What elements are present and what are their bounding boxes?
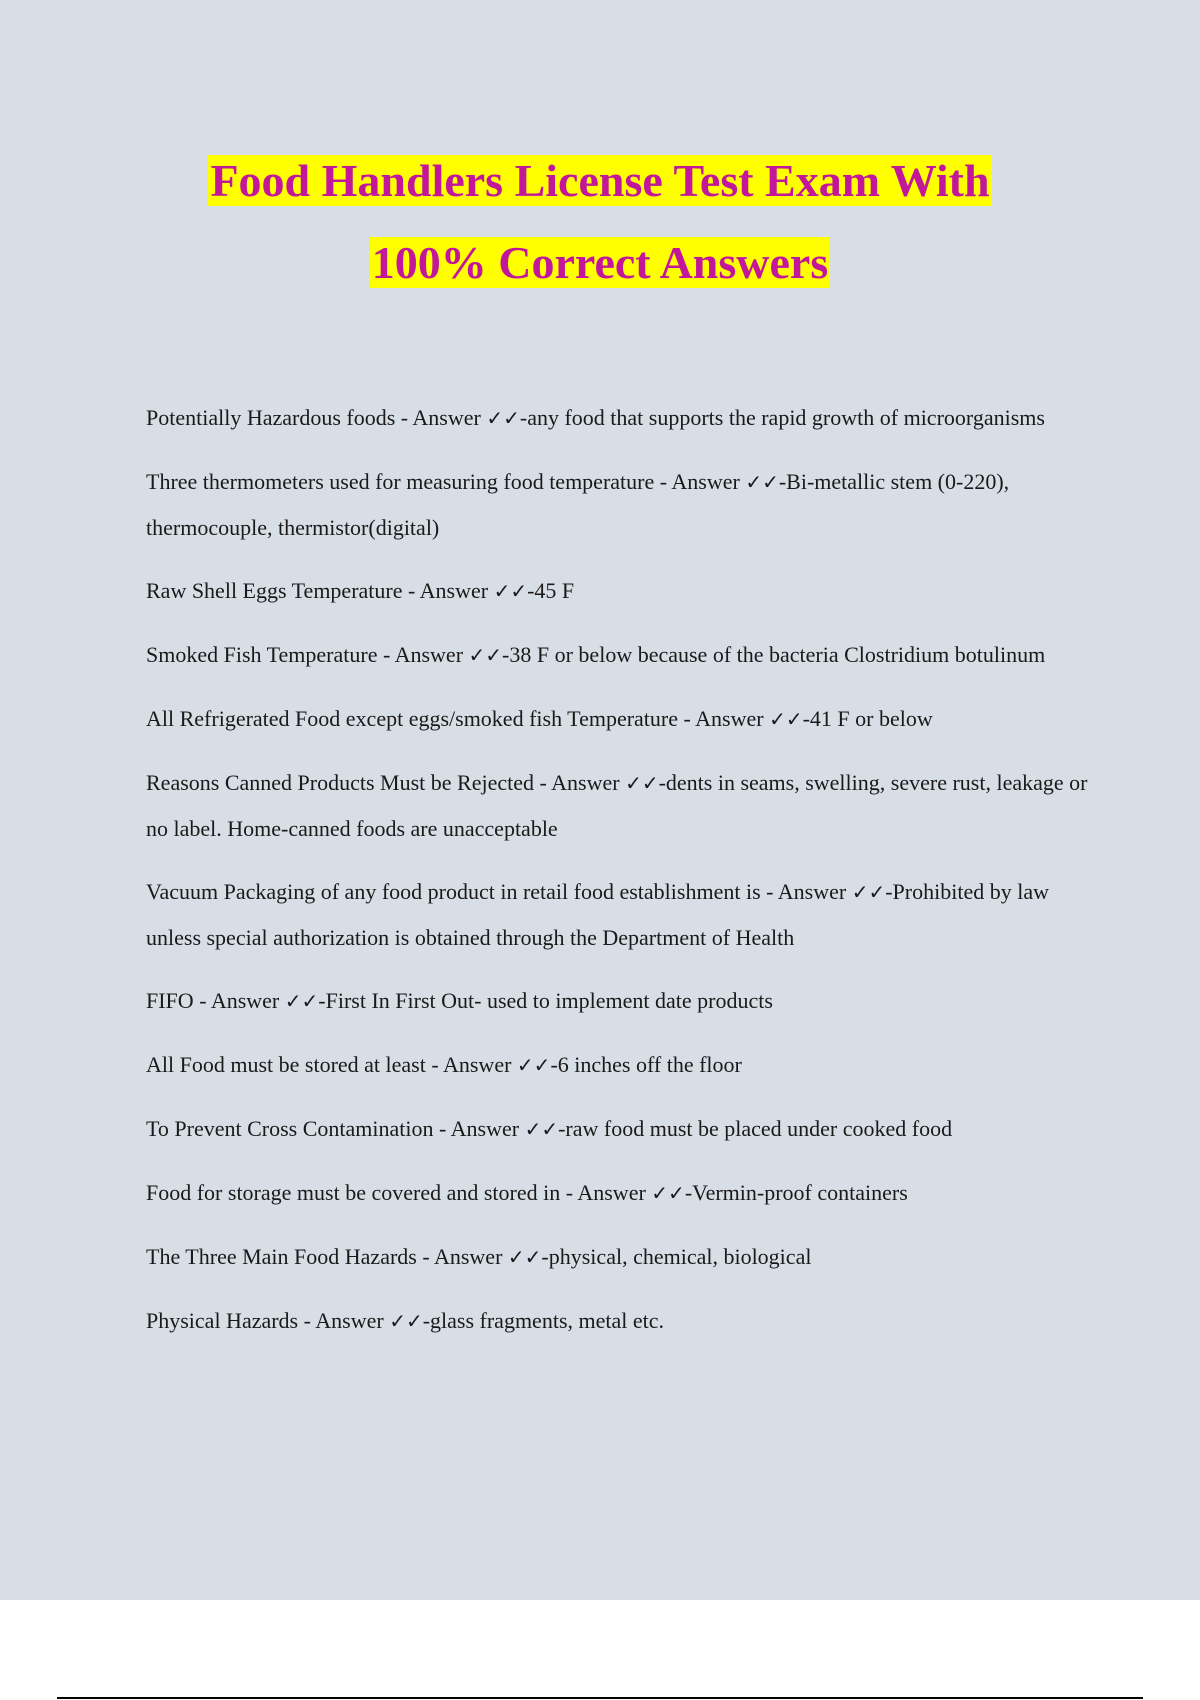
answer-text: First In First Out- used to implement date products	[325, 988, 773, 1013]
double-check-icon: ✓✓	[507, 1245, 542, 1269]
question-text: Potentially Hazardous foods	[146, 405, 396, 430]
qa-item: Vacuum Packaging of any food product in retail food establishment is - Answer ✓✓-Prohibited by law unless special authorization is obtained through the Department of Health	[146, 879, 1049, 950]
double-check-icon: ✓✓	[851, 880, 886, 904]
question-text: The Three Main Food Hazards	[146, 1244, 417, 1269]
double-check-icon: ✓✓	[516, 1053, 551, 1077]
double-check-icon: ✓✓	[486, 406, 520, 430]
qa-item: Physical Hazards - Answer ✓✓-glass fragments, metal etc.	[146, 1308, 665, 1333]
qa-item: The Three Main Food Hazards - Answer ✓✓-physical, chemical, biological	[146, 1244, 812, 1269]
answer-label: Answer	[695, 706, 764, 731]
answer-text: Vermin-proof containers	[692, 1180, 908, 1205]
answer-text: physical, chemical, biological	[548, 1244, 812, 1269]
answer-text: 41 F or below	[809, 706, 933, 731]
footer-divider	[57, 1697, 1143, 1699]
question-text: Three thermometers used for measuring food temperature	[146, 469, 655, 494]
qa-item: All Food must be stored at least - Answer ✓✓-6 inches off the floor	[146, 1052, 742, 1077]
answer-text: 45 F	[534, 578, 575, 603]
title-line-2: 100% Correct Answers	[371, 237, 829, 288]
question-text: Physical Hazards	[146, 1308, 299, 1333]
answer-label: Answer	[210, 988, 280, 1013]
answer-label: Answer	[315, 1308, 384, 1333]
answer-label: Answer	[412, 405, 481, 430]
double-check-icon: ✓✓	[524, 1117, 559, 1141]
answer-text: glass fragments, metal etc.	[430, 1308, 665, 1333]
answer-text: dents in seams, swelling, severe rust, leakage or no label. Home-canned foods are unacceptable	[146, 770, 1088, 841]
answer-label: Answer	[777, 879, 847, 904]
answer-text: Prohibited by law unless special authorization is obtained through the Department of Health	[146, 879, 1049, 950]
question-text: Food for storage must be covered and stored in	[146, 1180, 561, 1205]
qa-item: All Refrigerated Food except eggs/smoked fish Temperature - Answer ✓✓-41 F or below	[146, 706, 933, 731]
double-check-icon: ✓✓	[769, 707, 803, 731]
answer-text: Bi-metallic stem (0-220), thermocouple, thermistor(digital)	[146, 469, 1010, 540]
qa-item: To Prevent Cross Contamination - Answer ✓✓-raw food must be placed under cooked food	[146, 1116, 953, 1141]
double-check-icon: ✓✓	[284, 989, 319, 1013]
answer-text: raw food must be placed under cooked food	[565, 1116, 953, 1141]
qa-item: FIFO - Answer ✓✓-First In First Out- used to implement date products	[146, 988, 773, 1013]
qa-item: Reasons Canned Products Must be Rejected - Answer ✓✓-dents in seams, swelling, severe rust, leakage or no label. Home-canned foods are unacceptable	[146, 770, 1088, 841]
question-text: All Food must be stored at least	[146, 1052, 426, 1077]
qa-list	[146, 395, 1096, 1362]
double-check-icon: ✓✓	[625, 771, 659, 795]
answer-label: Answer	[433, 1244, 503, 1269]
question-text: FIFO	[146, 988, 194, 1013]
question-text: To Prevent Cross Contamination	[146, 1116, 434, 1141]
qa-item: Smoked Fish Temperature - Answer ✓✓-38 F or below because of the bacteria Clostridium botulinum	[146, 642, 1046, 667]
answer-label: Answer	[419, 578, 489, 603]
question-text: All Refrigerated Food except eggs/smoked fish Temperature	[146, 706, 679, 731]
question-text: Vacuum Packaging of any food product in retail food establishment is	[146, 879, 761, 904]
answer-label: Answer	[671, 469, 740, 494]
question-text: Smoked Fish Temperature	[146, 642, 378, 667]
question-text: Raw Shell Eggs Temperature	[146, 578, 403, 603]
qa-item: Three thermometers used for measuring food temperature - Answer ✓✓-Bi-metallic stem (0-220), thermocouple, thermistor(digital)	[146, 469, 1010, 540]
answer-label: Answer	[442, 1052, 512, 1077]
answer-text: 38 F or below because of the bacteria Clostridium botulinum	[509, 642, 1046, 667]
double-check-icon: ✓✓	[468, 643, 503, 667]
double-check-icon: ✓✓	[745, 470, 779, 494]
double-check-icon: ✓✓	[651, 1181, 685, 1205]
document-title	[0, 140, 1200, 304]
answer-label: Answer	[394, 642, 464, 667]
double-check-icon: ✓✓	[389, 1309, 423, 1333]
qa-item: Raw Shell Eggs Temperature - Answer ✓✓-45 F	[146, 578, 575, 603]
answer-label: Answer	[551, 770, 620, 795]
answer-text: any food that supports the rapid growth of microorganisms	[527, 405, 1045, 430]
qa-item: Food for storage must be covered and stored in - Answer ✓✓-Vermin-proof containers	[146, 1180, 908, 1205]
question-text: Reasons Canned Products Must be Rejected	[146, 770, 534, 795]
double-check-icon: ✓✓	[493, 579, 528, 603]
answer-text: 6 inches off the floor	[557, 1052, 742, 1077]
answer-label: Answer	[450, 1116, 520, 1141]
answer-label: Answer	[577, 1180, 646, 1205]
title-line-1: Food Handlers License Test Exam With	[210, 155, 990, 206]
qa-item: Potentially Hazardous foods - Answer ✓✓-any food that supports the rapid growth of microorganisms	[146, 405, 1045, 430]
